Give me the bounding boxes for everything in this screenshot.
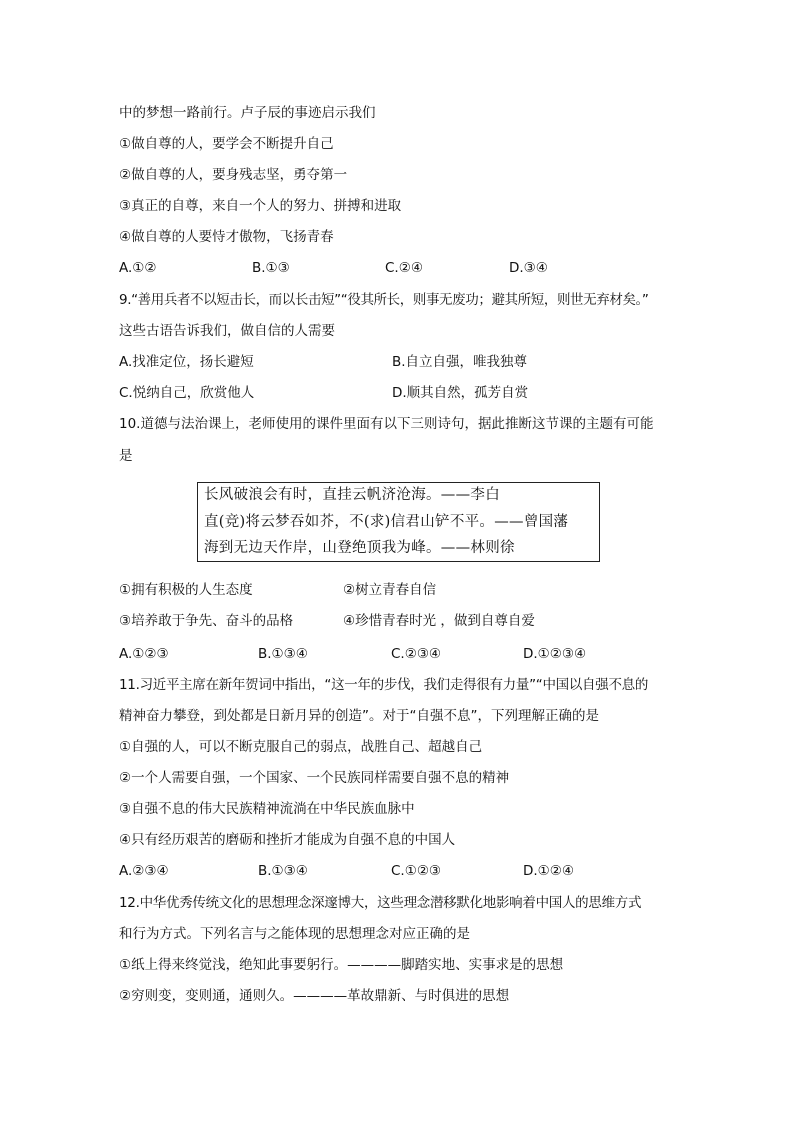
q10-statement-1: ①拥有积极的人生态度: [119, 582, 253, 598]
q9-option-c: C.悦纳自己，欣赏他人: [119, 385, 255, 401]
q10-option-a: A.①②③: [119, 646, 169, 662]
q12-stem-line-2: 和行为方式。下列名言与之能体现的思想理念对应正确的是: [119, 926, 470, 942]
poem-line-2: 直(竞)将云梦吞如芥，不(求)信君山铲不平。——曾国藩: [204, 514, 569, 530]
q8-statement-1: ①做自尊的人，要学会不断提升自己: [119, 136, 334, 152]
poem-line-1: 长风破浪会有时，直挂云帆济沧海。——李白: [204, 487, 500, 503]
q10-option-d: D.①②③④: [523, 646, 587, 662]
q8-statement-4: ④做自尊的人要恃才傲物，飞扬青春: [119, 229, 334, 245]
q11-option-b: B.①③④: [258, 863, 308, 879]
poem-box: [197, 482, 600, 562]
q8-statement-3: ③真正的自尊，来自一个人的努力、拼搏和进取: [119, 198, 402, 214]
q12-stem-line-1: 12.中华优秀传统文化的思想理念深邃博大，这些理念潜移默化地影响着中国人的思维方式: [119, 895, 642, 911]
q10-statement-4: ④珍惜青春时光 ，做到自尊自爱: [343, 613, 535, 629]
q11-stem-line-1: 11.习近平主席在新年贺词中指出，“这一年的步伐，我们走得很有力量”“中国以自强不息的: [119, 677, 649, 693]
q11-statement-4: ④只有经历艰苦的磨砺和挫折才能成为自强不息的中国人: [119, 832, 456, 848]
q8-option-d: D.③④: [509, 260, 548, 276]
q10-statement-3: ③培养敢于争先、奋斗的品格: [119, 613, 294, 629]
poem-line-3: 海到无边天作岸，山登绝顶我为峰。——林则徐: [204, 540, 515, 556]
q10-option-b: B.①③④: [258, 646, 308, 662]
q11-statement-1: ①自强的人，可以不断克服自己的弱点，战胜自己、超越自己: [119, 739, 483, 755]
q11-option-a: A.②③④: [119, 863, 169, 879]
q11-statement-3: ③自强不息的伟大民族精神流淌在中华民族血脉中: [119, 801, 415, 817]
q9-stem-line-2: 这些古语告诉我们，做自信的人需要: [119, 323, 335, 339]
q9-stem-line-1: 9.“善用兵者不以短击长，而以长击短”“役其所长，则事无废功；避其所短，则世无弃材矣。”: [119, 292, 649, 308]
q8-option-c: C.②④: [385, 260, 423, 276]
q12-statement-1: ①纸上得来终觉浅，绝知此事要躬行。————脚踏实地、实事求是的思想: [119, 957, 564, 973]
q8-option-b: B.①③: [252, 260, 290, 276]
q11-option-d: D.①②④: [523, 863, 574, 879]
q9-option-a: A.找准定位，扬长避短: [119, 354, 254, 370]
q9-option-b: B.自立自强，唯我独尊: [392, 354, 528, 370]
q10-stem-line-2: 是: [119, 448, 133, 464]
q10-statement-2: ②树立青春自信: [343, 582, 437, 598]
q9-option-d: D.顺其自然，孤芳自赏: [392, 385, 529, 401]
q11-stem-line-2: 精神奋力攀登，到处都是日新月异的创造”。对于“自强不息”，下列理解正确的是: [119, 708, 599, 724]
q8-statement-2: ②做自尊的人，要身残志坚，勇夺第一: [119, 167, 348, 183]
q11-option-c: C.①②③: [391, 863, 442, 879]
q12-statement-2: ②穷则变，变则通，通则久。————革故鼎新、与时俱进的思想: [119, 988, 510, 1004]
q10-stem-line-1: 10.道德与法治课上，老师使用的课件里面有以下三则诗句，据此推断这节课的主题有可能: [119, 416, 654, 432]
q11-statement-2: ②一个人需要自强，一个国家、一个民族同样需要自强不息的精神: [119, 770, 510, 786]
q8-option-a: A.①②: [119, 260, 157, 276]
q8-stem: 中的梦想一路前行。卢子辰的事迹启示我们: [119, 105, 376, 121]
q10-option-c: C.②③④: [391, 646, 442, 662]
